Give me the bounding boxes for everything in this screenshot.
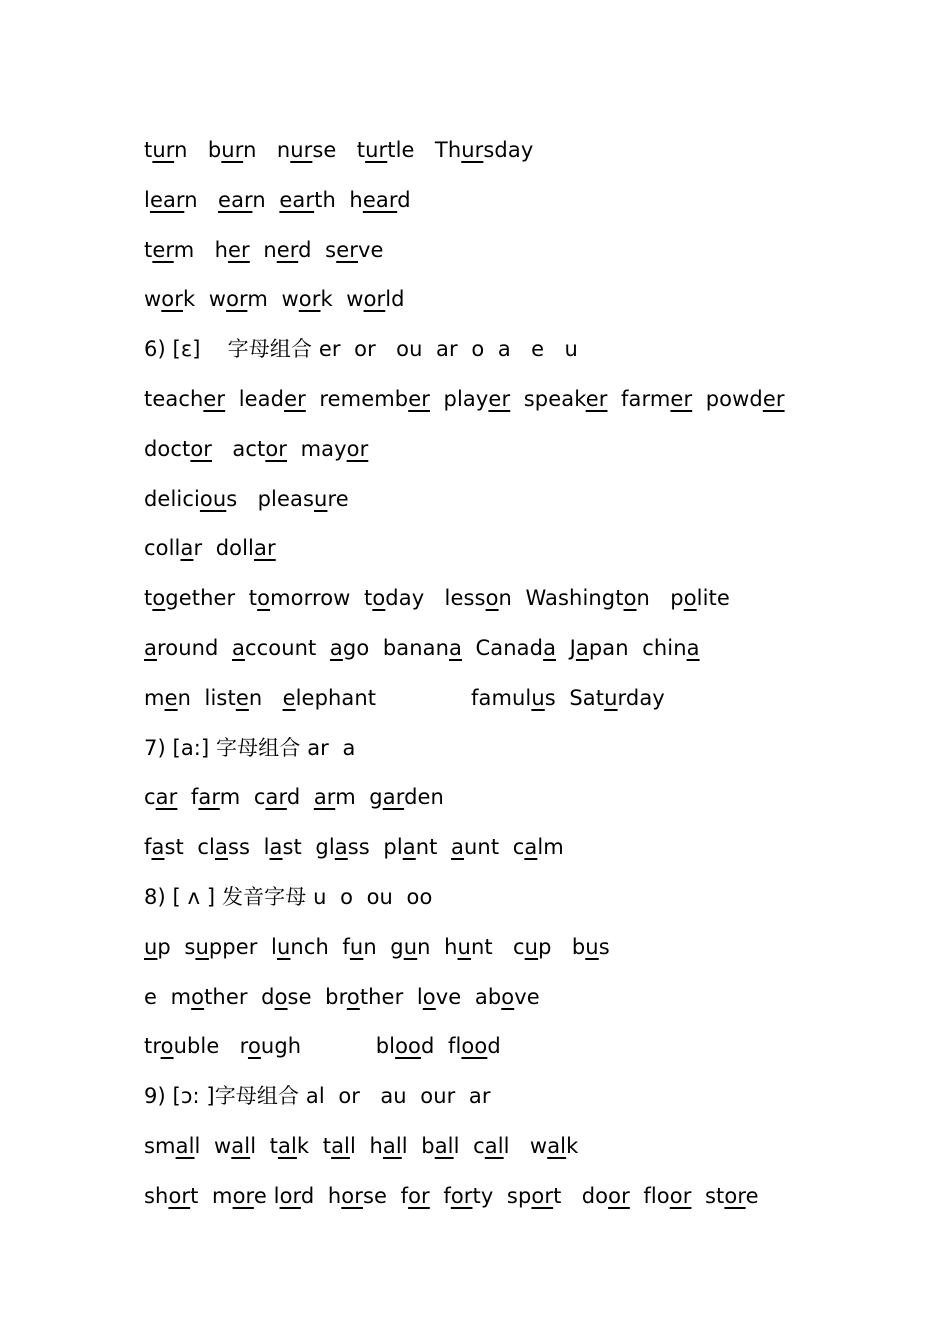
text-segment: 9) [ɔ: ]字母组合 al or au our ar: [144, 1084, 491, 1109]
text-segment: den: [404, 785, 444, 810]
text-segment: J: [556, 635, 576, 660]
underlined-letters: a: [686, 635, 700, 660]
text-segment: t: [144, 138, 153, 162]
underlined-letters: er: [203, 386, 226, 411]
text-segment: k w: [320, 287, 364, 312]
text-segment: m h: [173, 237, 229, 262]
text-segment: p b: [538, 934, 586, 959]
text-segment: l: [144, 187, 150, 212]
underlined-letters: ear: [279, 187, 315, 212]
text-segment: se f: [362, 1183, 409, 1208]
text-segment: re: [327, 486, 349, 511]
underlined-letters: oo: [461, 1034, 488, 1059]
section-heading: [144, 729, 924, 779]
underlined-letters: or: [531, 1183, 554, 1208]
text-segment: pper l: [208, 934, 277, 959]
underlined-letters: or: [298, 287, 321, 312]
underlined-letters: o: [623, 586, 637, 611]
word-line: [144, 828, 924, 878]
text-segment: delici: [144, 486, 200, 511]
underlined-letters: o: [152, 586, 166, 611]
underlined-letters: ar: [198, 785, 220, 810]
text-segment: m w: [247, 287, 299, 312]
underlined-letters: ar: [155, 785, 178, 810]
section-heading: [144, 1077, 924, 1127]
text-segment: d s: [298, 237, 337, 262]
underlined-letters: ear: [218, 187, 253, 212]
text-segment: d fl: [420, 1034, 462, 1059]
underlined-letters: o: [160, 1034, 174, 1059]
underlined-letters: a: [575, 635, 589, 660]
underlined-letters: or: [279, 1183, 301, 1208]
text-segment: uble r: [173, 1034, 248, 1059]
underlined-letters: ur: [152, 138, 175, 162]
underlined-letters: e: [164, 685, 178, 710]
underlined-letters: or: [450, 1183, 473, 1208]
underlined-letters: or: [265, 436, 288, 461]
text-segment: farm: [607, 386, 671, 411]
text-segment: l w: [194, 1133, 232, 1158]
underlined-letters: al: [231, 1133, 251, 1158]
text-segment: go banan: [342, 635, 450, 660]
underlined-letters: u: [403, 934, 418, 959]
underlined-letters: a: [402, 835, 416, 860]
underlined-letters: ear: [149, 187, 185, 212]
text-segment: d: [397, 187, 411, 212]
underlined-letters: o: [422, 984, 436, 1009]
text-segment: se br: [287, 984, 347, 1009]
text-segment: t: [144, 237, 153, 262]
text-segment: n list: [177, 685, 236, 710]
word-line: [144, 480, 924, 530]
text-segment: n: [248, 685, 283, 710]
underlined-letters: e: [282, 685, 296, 710]
text-segment: speak: [510, 386, 586, 411]
underlined-letters: u: [604, 685, 618, 710]
text-segment: k w: [182, 287, 227, 312]
text-segment: st: [691, 1183, 725, 1208]
text-segment: ugh bl: [260, 1034, 396, 1059]
text-segment: round: [156, 635, 232, 660]
text-segment: th h: [314, 187, 363, 212]
text-segment: act: [212, 436, 266, 461]
word-line: [144, 928, 924, 978]
underlined-letters: or: [363, 287, 386, 312]
text-segment: rememb: [305, 386, 409, 411]
text-segment: e l: [253, 1183, 280, 1208]
text-segment: sh: [144, 1183, 169, 1208]
underlined-letters: al: [331, 1133, 350, 1158]
text-segment: k t: [296, 1133, 332, 1158]
underlined-letters: ar: [253, 536, 276, 561]
word-line: [144, 629, 924, 679]
text-segment: n Washingt: [498, 586, 624, 611]
text-segment: n b: [174, 138, 222, 162]
text-segment: d: [487, 1034, 501, 1059]
text-segment: ther d: [204, 984, 275, 1009]
text-segment: m g: [335, 785, 383, 810]
underlined-letters: or: [232, 1183, 254, 1208]
underlined-letters: u: [144, 934, 158, 959]
underlined-letters: a: [144, 635, 157, 660]
underlined-letters: ur: [290, 138, 313, 162]
underlined-letters: a: [334, 835, 348, 860]
text-segment: t: [144, 586, 153, 611]
word-line: [144, 778, 924, 828]
underlined-letters: o: [485, 586, 499, 611]
word-line: [144, 131, 924, 181]
text-segment: t m: [190, 1183, 233, 1208]
text-segment: unt c: [464, 835, 525, 860]
text-segment: s: [598, 934, 610, 959]
underlined-letters: ur: [365, 138, 388, 162]
text-segment: day less: [385, 586, 486, 611]
text-segment: tle Th: [387, 138, 462, 162]
text-segment: k: [566, 1133, 579, 1158]
text-segment: ve: [514, 984, 540, 1009]
underlined-letters: ear: [362, 187, 398, 212]
underlined-letters: a: [543, 635, 557, 660]
text-segment: m c: [219, 785, 266, 810]
word-line: [144, 280, 924, 330]
text-segment: ther l: [359, 984, 423, 1009]
underlined-letters: ur: [221, 138, 244, 162]
underlined-letters: o: [257, 586, 271, 611]
underlined-letters: a: [269, 835, 283, 860]
word-line: [144, 679, 924, 729]
underlined-letters: a: [329, 635, 343, 660]
text-segment: st gl: [282, 835, 335, 860]
underlined-letters: o: [372, 586, 386, 611]
section-heading: [144, 878, 924, 928]
text-segment: tr: [144, 1034, 161, 1059]
underlined-letters: u: [276, 934, 291, 959]
underlined-letters: er: [585, 386, 608, 411]
underlined-letters: u: [524, 934, 539, 959]
text-segment: lephant famul: [295, 685, 532, 710]
underlined-letters: u: [314, 486, 328, 511]
underlined-letters: al: [484, 1133, 504, 1158]
word-line: [144, 1177, 924, 1227]
underlined-letters: a: [180, 536, 194, 561]
text-segment: doct: [144, 436, 191, 461]
text-segment: e m: [144, 984, 192, 1009]
text-segment: 7) [a:] 字母组合 ar a: [144, 735, 356, 760]
text-segment: ld: [385, 287, 405, 312]
text-segment: l c: [453, 1133, 485, 1158]
text-segment: st cl: [164, 835, 215, 860]
text-segment: gether t: [165, 586, 258, 611]
text-segment: ss l: [227, 835, 270, 860]
word-line: [144, 181, 924, 231]
underlined-letters: o: [346, 984, 360, 1009]
text-segment: n n: [243, 138, 291, 162]
text-segment: se t: [312, 138, 366, 162]
underlined-letters: er: [408, 386, 430, 411]
text-segment: e: [745, 1183, 759, 1208]
underlined-letters: or: [341, 1183, 363, 1208]
underlined-letters: al: [547, 1133, 567, 1158]
underlined-letters: a: [214, 835, 228, 860]
underlined-letters: e: [235, 685, 249, 710]
text-segment: d h: [300, 1183, 342, 1208]
underlined-letters: o: [191, 984, 205, 1009]
text-segment: d: [286, 785, 314, 810]
underlined-letters: er: [284, 386, 306, 411]
text-segment: r doll: [193, 536, 254, 561]
underlined-letters: ar: [382, 785, 405, 810]
underlined-letters: er: [276, 237, 299, 262]
text-segment: 6) [ε] 字母组合 er or ou ar o a e u: [144, 337, 578, 362]
underlined-letters: or: [161, 287, 183, 312]
word-line: [144, 978, 924, 1028]
text-segment: coll: [144, 536, 181, 561]
text-segment: play: [430, 386, 489, 411]
text-segment: ty sp: [472, 1183, 532, 1208]
underlined-letters: al: [278, 1133, 297, 1158]
underlined-letters: al: [382, 1133, 402, 1158]
underlined-letters: or: [226, 287, 248, 312]
text-segment: t do: [553, 1183, 609, 1208]
text-segment: nt c: [470, 934, 525, 959]
underlined-letters: ou: [199, 486, 227, 511]
word-line: [144, 1027, 924, 1077]
text-segment: n p: [636, 586, 684, 611]
text-segment: f: [144, 835, 152, 860]
word-line: [144, 430, 924, 480]
text-segment: 8) [ ʌ ] 发音字母 u o ou oo: [144, 884, 433, 909]
underlined-letters: al: [175, 1133, 195, 1158]
underlined-letters: or: [346, 436, 369, 461]
text-segment: ss pl: [347, 835, 403, 860]
text-segment: m: [144, 685, 165, 710]
text-segment: l w: [503, 1133, 548, 1158]
word-line: [144, 1127, 924, 1177]
text-segment: n: [252, 187, 280, 212]
text-segment: l h: [349, 1133, 383, 1158]
text-segment: nch f: [290, 934, 350, 959]
underlined-letters: u: [349, 934, 364, 959]
text-segment: rday: [617, 685, 665, 710]
text-segment: n g: [363, 934, 404, 959]
text-segment: lm: [537, 835, 564, 860]
underlined-letters: or: [408, 1183, 430, 1208]
underlined-letters: u: [585, 934, 599, 959]
underlined-letters: u: [457, 934, 471, 959]
underlined-letters: o: [247, 1034, 261, 1059]
underlined-letters: or: [669, 1183, 692, 1208]
text-segment: nt: [415, 835, 452, 860]
text-segment: n: [249, 237, 277, 262]
underlined-letters: er: [670, 386, 693, 411]
underlined-letters: a: [151, 835, 165, 860]
text-segment: ccount: [244, 635, 330, 660]
underlined-letters: al: [434, 1133, 454, 1158]
underlined-letters: or: [168, 1183, 191, 1208]
word-line: [144, 529, 924, 579]
underlined-letters: oo: [395, 1034, 421, 1059]
text-segment: Canad: [461, 635, 544, 660]
text-segment: may: [287, 436, 347, 461]
text-segment: f: [429, 1183, 451, 1208]
underlined-letters: or: [190, 436, 213, 461]
text-segment: w: [144, 287, 162, 312]
underlined-letters: a: [449, 635, 462, 660]
underlined-letters: er: [228, 237, 250, 262]
underlined-letters: er: [336, 237, 358, 262]
underlined-letters: o: [501, 984, 515, 1009]
text-segment: sm: [144, 1133, 176, 1158]
text-segment: powd: [692, 386, 763, 411]
text-segment: l t: [250, 1133, 279, 1158]
underlined-letters: er: [488, 386, 511, 411]
phonics-document: [144, 131, 924, 1227]
underlined-letters: or: [608, 1183, 630, 1208]
underlined-letters: o: [274, 984, 288, 1009]
text-segment: teach: [144, 386, 204, 411]
text-segment: lead: [225, 386, 285, 411]
text-segment: n: [184, 187, 219, 212]
underlined-letters: u: [195, 934, 209, 959]
underlined-letters: ar: [313, 785, 336, 810]
underlined-letters: er: [152, 237, 174, 262]
word-line: [144, 579, 924, 629]
text-segment: n h: [417, 934, 458, 959]
underlined-letters: a: [524, 835, 538, 860]
text-segment: p s: [157, 934, 196, 959]
text-segment: c: [144, 785, 156, 810]
text-segment: morrow t: [270, 586, 373, 611]
text-segment: s Sat: [544, 685, 605, 710]
underlined-letters: o: [683, 586, 697, 611]
underlined-letters: u: [531, 685, 545, 710]
word-line: [144, 380, 924, 430]
text-segment: s pleas: [226, 486, 315, 511]
underlined-letters: ar: [265, 785, 287, 810]
text-segment: lite: [696, 586, 730, 611]
text-segment: ve ab: [435, 984, 502, 1009]
underlined-letters: ur: [461, 138, 484, 162]
text-segment: sday: [483, 138, 534, 162]
underlined-letters: er: [762, 386, 785, 411]
text-segment: pan chin: [588, 635, 687, 660]
text-segment: ve: [357, 237, 384, 262]
underlined-letters: a: [451, 835, 464, 860]
word-line: [144, 231, 924, 281]
section-heading: [144, 330, 924, 380]
text-segment: flo: [629, 1183, 670, 1208]
text-segment: f: [177, 785, 199, 810]
underlined-letters: or: [724, 1183, 746, 1208]
underlined-letters: a: [232, 635, 245, 660]
text-segment: l b: [401, 1133, 435, 1158]
